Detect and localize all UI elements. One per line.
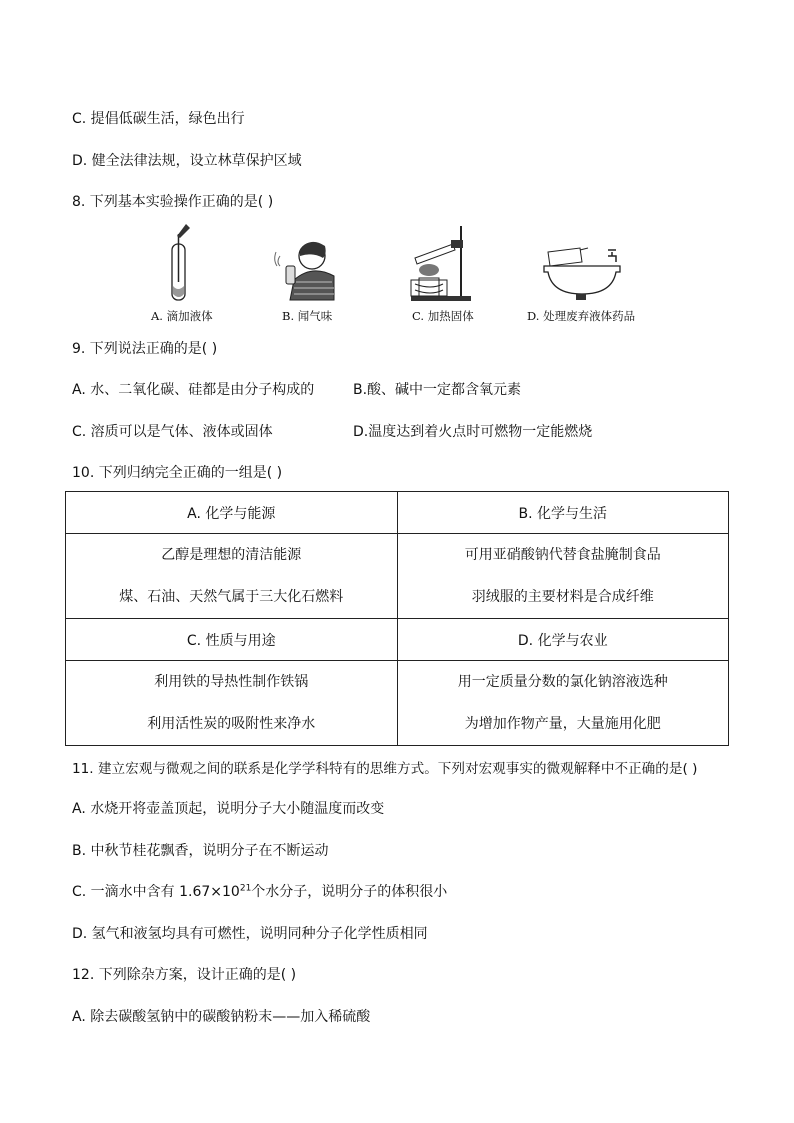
figure-c-heating-icon: [405, 222, 477, 304]
q11-option-c: [72, 881, 447, 901]
q11c-text-pre: C. 一滴水中含有 1.67×10: [72, 884, 240, 900]
table-b-line-2: 羽绒服的主要材料是合成纤维: [471, 589, 654, 605]
q8-stem: 8. 下列基本实验操作正确的是( ): [72, 194, 274, 210]
q12-option-a: A. 除去碳酸氢钠中的碳酸钠粉末——加入稀硫酸: [72, 1009, 371, 1025]
q9-option-d: D.温度达到着火点时可燃物一定能燃烧: [353, 424, 593, 440]
q7-option-d: D. 健全法律法规，设立林草保护区域: [72, 153, 302, 169]
table-head-a: A. 化学与能源: [66, 492, 398, 534]
figure-b-caption: B. 闻气味: [282, 309, 333, 323]
figure-c-caption: C. 加热固体: [412, 309, 474, 323]
table-head-b: B. 化学与生活: [397, 492, 729, 534]
q11-option-a: A. 水烧开将壶盖顶起，说明分子大小随温度而改变: [72, 801, 385, 817]
q11c-exponent: 21: [239, 883, 252, 894]
q7-option-c: C. 提倡低碳生活，绿色出行: [72, 111, 245, 127]
table-c-line-1: 利用铁的导热性制作铁锅: [154, 674, 309, 690]
table-d-line-1: 用一定质量分数的氯化钠溶液选种: [457, 674, 668, 690]
table-head-c: C. 性质与用途: [66, 619, 398, 661]
table-d-line-2: 为增加作物产量，大量施用化肥: [464, 716, 661, 732]
q9-option-c: C. 溶质可以是气体、液体或固体: [72, 424, 273, 440]
q9-option-a: A. 水、二氧化碳、硅都是由分子构成的: [72, 382, 315, 398]
q10-stem: 10. 下列归纳完全正确的一组是( ): [72, 465, 283, 481]
table-a-line-1: 乙醇是理想的清洁能源: [161, 547, 302, 563]
table-head-d: D. 化学与农业: [397, 619, 729, 661]
q11-stem: 11. 建立宏观与微观之间的联系是化学学科特有的思维方式。下列对宏观事实的微观解释中不正确的是( ): [72, 761, 698, 777]
table-cell-a: [66, 534, 398, 619]
figure-a-caption: A. 滴加液体: [151, 309, 213, 323]
q12-stem: 12. 下列除杂方案，设计正确的是( ): [72, 967, 297, 983]
q11c-text-post: 个水分子，说明分子的体积很小: [251, 884, 448, 900]
table-cell-c: [66, 661, 398, 746]
figure-d-caption: D. 处理废弃液体药品: [527, 309, 636, 323]
table-b-line-1: 可用亚硝酸钠代替食盐腌制食品: [464, 547, 661, 563]
figure-d-sink-icon: [540, 246, 624, 302]
table-cell-b: [397, 534, 729, 619]
q9-option-b: B.酸、碱中一定都含氧元素: [353, 382, 522, 398]
table-c-line-2: 利用活性炭的吸附性来净水: [147, 716, 316, 732]
q9-stem: 9. 下列说法正确的是( ): [72, 341, 218, 357]
figure-a-dropper-icon: [160, 222, 200, 306]
q10-table: [65, 491, 729, 746]
table-cell-d: [397, 661, 729, 746]
figure-b-smell-icon: [272, 236, 338, 302]
q11-option-b: B. 中秋节桂花飘香，说明分子在不断运动: [72, 843, 329, 859]
q11-option-d: D. 氢气和液氢均具有可燃性，说明同种分子化学性质相同: [72, 926, 428, 942]
table-a-line-2: 煤、石油、天然气属于三大化石燃料: [119, 589, 344, 605]
